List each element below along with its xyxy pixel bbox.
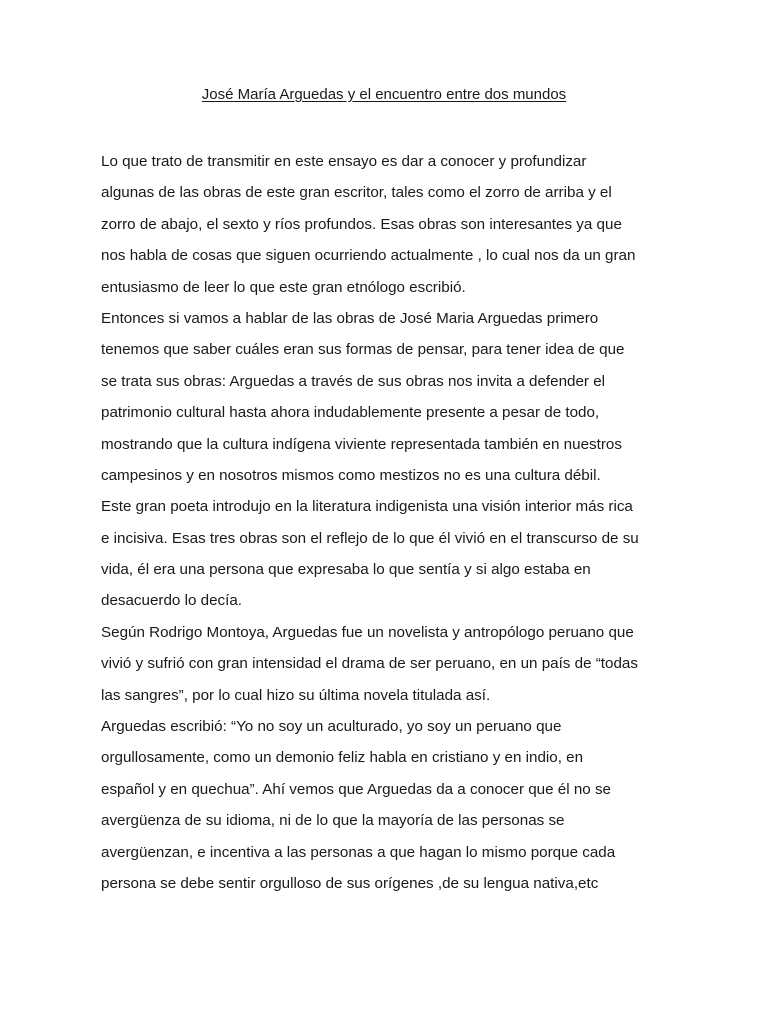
text-line: Entonces si vamos a hablar de las obras de José Maria Arguedas primero — [101, 309, 599, 327]
text-line: Según Rodrigo Montoya, Arguedas fue un novelista y antropólogo peruano que — [101, 623, 634, 641]
text-line: español y en quechua”. Ahí vemos que Arguedas da a conocer que él no se — [101, 780, 611, 798]
text-line: avergüenzan, e incentiva a las personas a que hagan lo mismo porque cada — [101, 843, 616, 861]
text-line: patrimonio cultural hasta ahora indudablemente presente a pesar de todo, — [101, 404, 600, 422]
document-title: José María Arguedas y el encuentro entre dos mundos — [201, 86, 567, 103]
paragraph-ways-of-thinking — [101, 303, 661, 491]
text-line: zorro de abajo, el sexto y ríos profundos. Esas obras son interesantes ya que — [101, 215, 622, 233]
text-line: entusiasmo de leer lo que este gran etnólogo escribió. — [101, 278, 466, 296]
paragraph-montoya — [101, 617, 661, 711]
text-line: Este gran poeta introdujo en la literatura indigenista una visión interior más rica — [101, 498, 633, 516]
text-line: campesinos y en nosotros mismos como mestizos no es una cultura débil. — [101, 466, 601, 484]
paragraph-intro — [101, 146, 661, 303]
text-line: mostrando que la cultura indígena viviente representada también en nuestros — [101, 435, 622, 453]
text-line: orgullosamente, como un demonio feliz habla en cristiano y en indio, en — [101, 749, 584, 767]
text-line: tenemos que saber cuáles eran sus formas de pensar, para tener idea de que — [101, 341, 625, 359]
paragraph-quote — [101, 711, 661, 899]
text-line: se trata sus obras: Arguedas a través de sus obras nos invita a defender el — [101, 372, 606, 390]
text-line: las sangres”, por lo cual hizo su última novela titulada así. — [101, 686, 491, 704]
text-line: avergüenza de su idioma, ni de lo que la mayoría de las personas se — [101, 812, 565, 830]
text-line: algunas de las obras de este gran escritor, tales como el zorro de arriba y el — [101, 184, 612, 202]
text-line: desacuerdo lo decía. — [101, 592, 243, 610]
text-line: Lo que trato de transmitir en este ensayo es dar a conocer y profundizar — [101, 153, 587, 170]
text-line: e incisiva. Esas tres obras son el reflejo de lo que él vivió en el transcurso de su — [101, 529, 639, 547]
paragraph-poet — [101, 491, 661, 617]
text-line: nos habla de cosas que siguen ocurriendo actualmente , lo cual nos da un gran — [101, 247, 636, 265]
text-line: persona se debe sentir orgulloso de sus orígenes ,de su lengua nativa,etc — [101, 874, 599, 892]
document-body — [101, 146, 661, 899]
text-line: vida, él era una persona que expresaba lo que sentía y si algo estaba en — [101, 561, 591, 579]
text-line: vivió y sufrió con gran intensidad el drama de ser peruano, en un país de “todas — [101, 655, 638, 673]
text-line: Arguedas escribió: “Yo no soy un aculturado, yo soy un peruano que — [101, 718, 562, 736]
